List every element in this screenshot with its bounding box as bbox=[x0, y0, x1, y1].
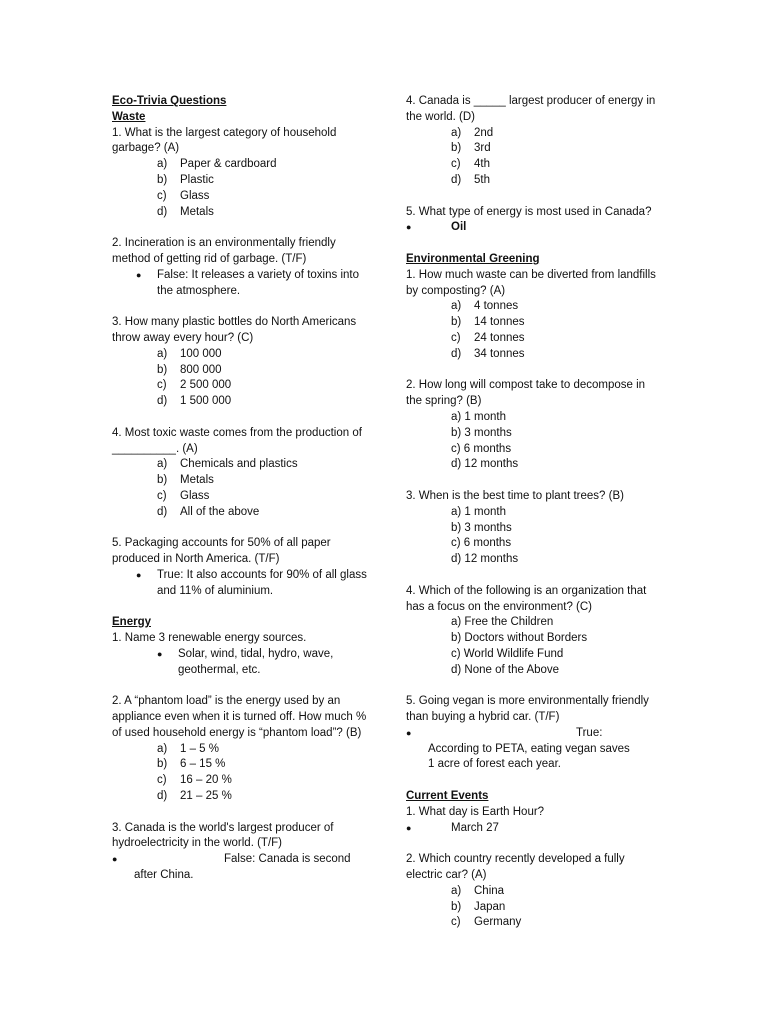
answer bbox=[112, 852, 368, 868]
answer bbox=[112, 268, 368, 300]
greening-question-2 bbox=[406, 378, 658, 473]
current-question-2 bbox=[406, 852, 658, 931]
greening-question-1 bbox=[406, 268, 658, 363]
question-text: 3. Canada is the world's largest producer of hydroelectricity in the world. (T/F) bbox=[112, 821, 334, 850]
answer bbox=[406, 726, 658, 742]
option-item: a) 1 – 5 % bbox=[157, 742, 219, 755]
waste-question-4 bbox=[112, 426, 368, 521]
energy-question-2 bbox=[112, 694, 368, 805]
option-item: b) 800 000 bbox=[157, 363, 222, 376]
answer-text: False: It releases a variety of toxins into the atmosphere. bbox=[157, 268, 359, 297]
question-text: 2. Which country recently developed a fully electric car? (A) bbox=[406, 853, 625, 882]
option-item: a) China bbox=[451, 884, 505, 897]
question-text: 1. What is the largest category of household garbage? (A) bbox=[112, 126, 337, 155]
question-text: 1. How much waste can be diverted from landfills by composting? (A) bbox=[406, 268, 656, 297]
option-item: a) Free the Children bbox=[451, 616, 554, 629]
question-text: 5. Going vegan is more environmentally friendly than buying a hybrid car. (T/F) bbox=[406, 695, 649, 724]
option-item: c) 6 months bbox=[451, 442, 512, 455]
bullet-icon: ● bbox=[136, 269, 142, 280]
option-item: d) 12 months bbox=[451, 553, 519, 566]
energy-question-3 bbox=[112, 821, 368, 884]
option-item: b) Metals bbox=[157, 474, 214, 487]
question-text: 2. A “phantom load” is the energy used by an appliance even when it is turned off. How much % of used household energy is “phantom load”? (B) bbox=[112, 695, 367, 739]
option-list bbox=[112, 157, 368, 220]
bullet-icon: ● bbox=[136, 569, 142, 580]
option-list bbox=[112, 347, 368, 410]
option-item: d) Metals bbox=[157, 205, 214, 218]
energy-question-4 bbox=[406, 94, 658, 189]
left-column bbox=[112, 94, 368, 884]
bullet-icon: ● bbox=[406, 222, 412, 233]
answer-text: March 27 bbox=[451, 821, 499, 834]
answer bbox=[406, 220, 658, 236]
answer-text: False: Canada is second bbox=[224, 853, 351, 866]
option-list bbox=[406, 126, 658, 189]
option-item: d) 21 – 25 % bbox=[157, 790, 232, 803]
option-item: a) 1 month bbox=[451, 505, 506, 518]
bullet-icon: ● bbox=[157, 648, 163, 659]
question-text: 4. Which of the following is an organization that has a focus on the environment? (C) bbox=[406, 584, 647, 613]
current-question-1 bbox=[406, 805, 658, 837]
document-title: Eco-Trivia Questions bbox=[112, 95, 227, 107]
option-item: d) None of the Above bbox=[451, 663, 560, 676]
option-item: a) 2nd bbox=[451, 126, 494, 139]
question-text: 3. When is the best time to plant trees? (B) bbox=[406, 489, 624, 502]
option-item: d) 34 tonnes bbox=[451, 347, 525, 360]
option-item: d) All of the above bbox=[157, 505, 260, 518]
question-text: 4. Canada is _____ largest producer of energy in the world. (D) bbox=[406, 95, 656, 123]
bullet-icon: ● bbox=[112, 854, 118, 865]
option-item: b) 14 tonnes bbox=[451, 316, 525, 329]
answer bbox=[112, 647, 368, 679]
option-item: b) 6 – 15 % bbox=[157, 758, 226, 771]
option-item: c) Glass bbox=[157, 189, 210, 202]
option-list bbox=[406, 410, 658, 473]
answer-continuation: According to PETA, eating vegan saves 1 acre of forest each year. bbox=[428, 742, 630, 771]
option-item: b) 3rd bbox=[451, 142, 491, 155]
option-item: c) 4th bbox=[451, 158, 490, 171]
option-item: c) World Wildlife Fund bbox=[451, 647, 564, 660]
section-title-current-events: Current Events bbox=[406, 790, 489, 803]
greening-question-4 bbox=[406, 584, 658, 679]
answer-continuation: after China. bbox=[134, 869, 194, 882]
answer-text: Oil bbox=[451, 221, 467, 234]
option-list bbox=[406, 505, 658, 568]
option-item: b) Doctors without Borders bbox=[451, 632, 588, 645]
right-column bbox=[406, 94, 658, 931]
option-item: c) 16 – 20 % bbox=[157, 774, 232, 787]
option-item: c) Germany bbox=[451, 916, 522, 929]
option-list bbox=[112, 742, 368, 805]
section-title-greening: Environmental Greening bbox=[406, 252, 540, 265]
answer bbox=[406, 821, 658, 837]
question-text: 2. How long will compost take to decompose in the spring? (B) bbox=[406, 379, 646, 408]
bullet-icon: ● bbox=[406, 727, 412, 738]
option-item: b) Japan bbox=[451, 900, 506, 913]
option-item: b) Plastic bbox=[157, 173, 214, 186]
question-text: 2. Incineration is an environmentally friendly method of getting rid of garbage. (T/F) bbox=[112, 237, 336, 265]
option-item: c) Glass bbox=[157, 489, 210, 502]
question-text: 5. What type of energy is most used in Canada? bbox=[406, 205, 652, 218]
option-item: c) 6 months bbox=[451, 537, 512, 550]
greening-question-3 bbox=[406, 489, 658, 568]
question-text: 4. Most toxic waste comes from the production of __________. (A) bbox=[112, 426, 362, 455]
option-item: c) 2 500 000 bbox=[157, 379, 232, 392]
bullet-icon: ● bbox=[406, 822, 412, 833]
option-item: a) 100 000 bbox=[157, 347, 222, 360]
waste-question-2 bbox=[112, 236, 368, 299]
option-list bbox=[406, 299, 658, 362]
option-item: c) 24 tonnes bbox=[451, 331, 525, 344]
option-item: a) 4 tonnes bbox=[451, 300, 519, 313]
option-item: a) Chemicals and plastics bbox=[157, 458, 298, 471]
option-item: d) 5th bbox=[451, 173, 490, 186]
greening-question-5 bbox=[406, 694, 658, 773]
section-title-waste: Waste bbox=[112, 110, 146, 123]
option-list bbox=[406, 615, 658, 678]
section-title-energy: Energy bbox=[112, 616, 151, 629]
question-text: 1. What day is Earth Hour? bbox=[406, 805, 545, 818]
option-item: b) 3 months bbox=[451, 426, 512, 439]
question-text: 3. How many plastic bottles do North Americans throw away every hour? (C) bbox=[112, 316, 357, 344]
answer bbox=[112, 568, 368, 600]
option-item: d) 1 500 000 bbox=[157, 395, 232, 408]
answer-text: Solar, wind, tidal, hydro, wave, geothermal, etc. bbox=[178, 647, 334, 676]
option-item: b) 3 months bbox=[451, 521, 512, 534]
energy-question-1 bbox=[112, 631, 368, 678]
energy-question-5 bbox=[406, 205, 658, 237]
question-text: 5. Packaging accounts for 50% of all paper produced in North America. (T/F) bbox=[112, 537, 331, 566]
answer-text: True: It also accounts for 90% of all glass and 11% of aluminium. bbox=[157, 568, 367, 597]
answer-text: True: bbox=[576, 726, 603, 739]
option-item: a) Paper & cardboard bbox=[157, 158, 277, 171]
waste-question-1 bbox=[112, 126, 368, 221]
waste-question-3 bbox=[112, 315, 368, 410]
option-list bbox=[406, 884, 658, 931]
option-list bbox=[112, 457, 368, 520]
waste-question-5 bbox=[112, 536, 368, 599]
option-item: a) 1 month bbox=[451, 410, 506, 423]
question-text: 1. Name 3 renewable energy sources. bbox=[112, 632, 307, 645]
option-item: d) 12 months bbox=[451, 458, 519, 471]
